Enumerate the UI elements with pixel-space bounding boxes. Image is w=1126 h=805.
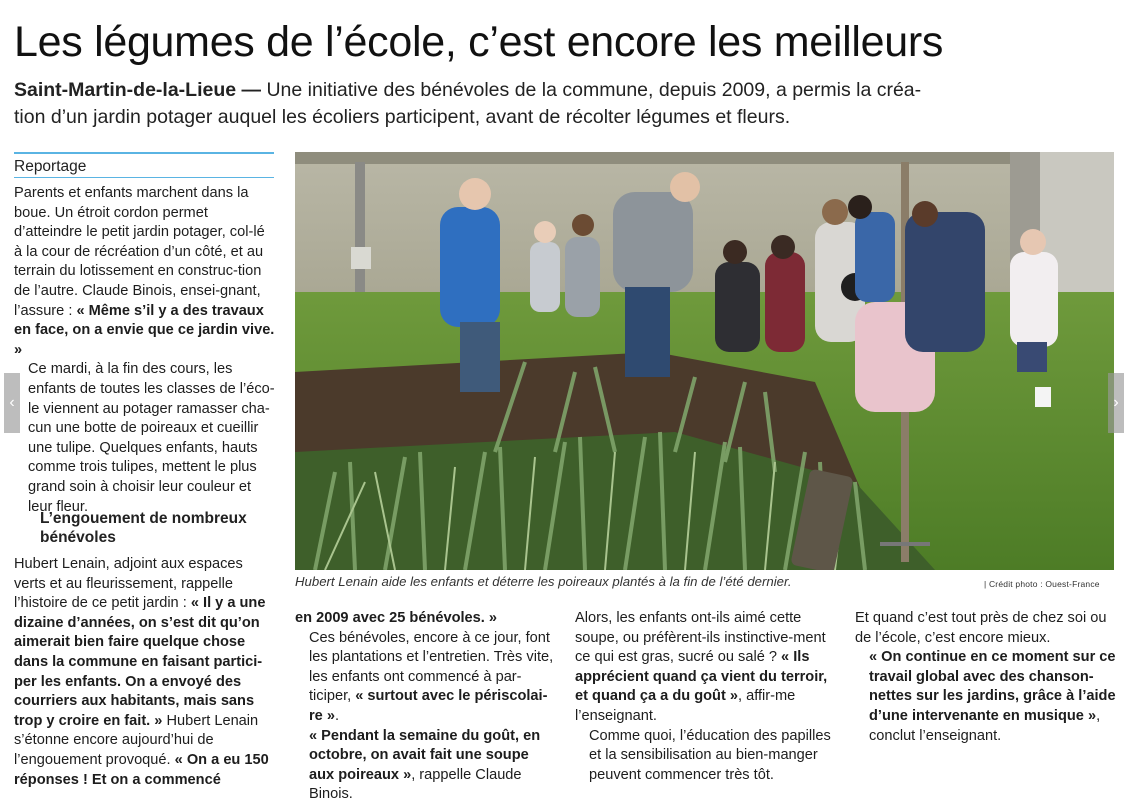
- rubric-label: Reportage: [14, 152, 274, 178]
- col2-paragraph-2: Ces bénévoles, encore à ce jour, font les plantations et l’entretien. Très vite, les enfants ont commencé à par-ticiper, « surtout avec le périscolai-re ».: [309, 629, 554, 724]
- col1-paragraph-1: Parents et enfants marchent dans la boue. Un étroit cordon permet d’atteindre le petit jardin potager, col-lé à la cour de récréation d’un côté, et au terrain du lotissement en construc-tion de l’autre. Claude Binois, ensei-gnant, l’assure : « Même s’il y a des travaux en face, on a envie que ce jardin vive. »: [14, 185, 275, 358]
- standfirst: [14, 77, 1014, 131]
- column-2: [295, 609, 555, 805]
- photo-caption: Hubert Lenain aide les enfants et déterre les poireaux plantés à la fin de l’été dernier.: [295, 574, 792, 589]
- col4-paragraph-2: « On continue en ce moment sur ce travail global avec des chanson-nettes sur les jardins, grâce à l’aide d’une intervenante en musique », conclut l’enseignant.: [869, 649, 1116, 744]
- column-1-bottom: [14, 555, 276, 790]
- headline: Les légumes de l’école, c’est encore les meilleurs: [14, 18, 944, 66]
- standfirst-line2: tion d’un jardin potager auquel les écoliers participent, avant de récolter légumes et fleurs.: [14, 106, 791, 128]
- standfirst-location: Saint-Martin-de-la-Lieue —: [14, 79, 262, 101]
- column-4: [855, 609, 1117, 746]
- next-page-button[interactable]: [1108, 373, 1124, 433]
- chevron-left-icon: ‹: [9, 394, 15, 411]
- standfirst-line1: Une initiative des bénévoles de la commune, depuis 2009, a permis la créa-: [266, 79, 922, 101]
- col3-paragraph-2: Comme quoi, l’éducation des papilles et la sensibilisation au bien-manger peuvent commencer très tôt.: [589, 727, 831, 783]
- chevron-right-icon: ›: [1113, 394, 1119, 411]
- column-1-top: [14, 184, 276, 517]
- col3-paragraph-1: Alors, les enfants ont-ils aimé cette soupe, ou préfèrent-ils instinctive-ment ce qui est gras, sucré ou salé ? « Ils apprécient quand ça vient du terroir, et quand ça a du goût », affir-me l’enseignant.: [575, 610, 828, 724]
- garden-photo-illustration: [295, 152, 1114, 570]
- col2-paragraph-3: « Pendant la semaine du goût, en octobre, on avait fait une soupe aux poireaux », rappelle Claude Binois.: [309, 727, 541, 803]
- subhead: L’engouement de nombreux bénévoles: [40, 510, 247, 546]
- col4-paragraph-1: Et quand c’est tout près de chez soi ou de l’école, c’est encore mieux.: [855, 610, 1107, 646]
- col1-paragraph-3: Hubert Lenain, adjoint aux espaces verts et au fleurissement, rappelle l’histoire de ce petit jardin : « Il y a une dizaine d’années, on s’est dit qu’on aimerait bien faire quelque chose dans la commune en faisant partici-per les enfants. On a envoyé des courriers aux habitants, mais sans trop y croire en fait. » Hubert Lenain s’étonne encore aujourd’hui de l’engouement provoqué. « On a eu 150 réponses ! Et on a commencé: [14, 556, 269, 788]
- column-3: [575, 609, 837, 785]
- photo-credit: | Crédit photo : Ouest-France: [984, 579, 1100, 589]
- col1-paragraph-2: Ce mardi, à la fin des cours, les enfants de toutes les classes de l’éco-le viennent au potager ramasser cha-cun une botte de poireaux et cueillir une tulipe. Quelques enfants, hauts comme trois tulipes, mettent le plus grand soin à choisir leur couleur et leur fleur.: [28, 361, 275, 515]
- previous-page-button[interactable]: [4, 373, 20, 433]
- col2-paragraph-1: en 2009 avec 25 bénévoles. »: [295, 610, 498, 626]
- article-photo: [295, 152, 1114, 570]
